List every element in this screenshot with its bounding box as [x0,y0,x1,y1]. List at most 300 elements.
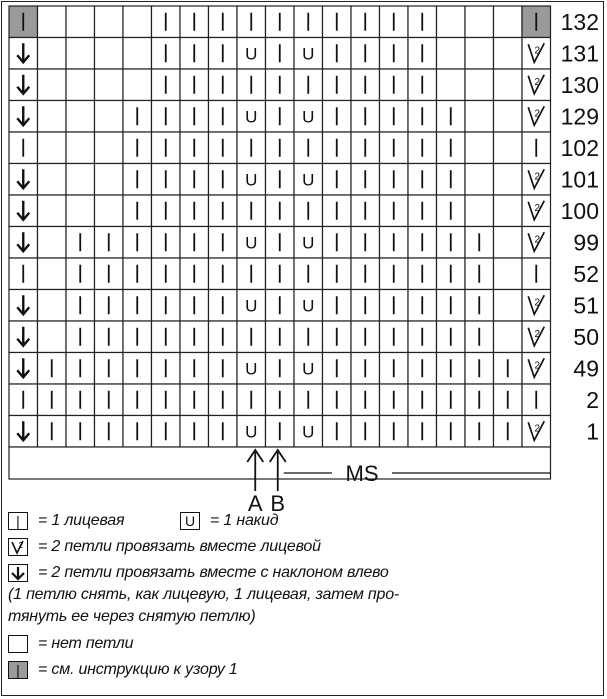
row-number-label: 132 [560,8,599,35]
row-number-label: 99 [573,229,599,256]
knit-cell [209,69,238,101]
knit-cell [266,38,295,70]
knit-cell [123,290,152,322]
knit-cell [66,290,95,322]
knit-cell [351,290,380,322]
knit-cell [180,290,209,322]
knit-cell [494,353,523,385]
knit-cell [408,101,437,133]
knit-cell [266,132,295,164]
empty-cell [494,69,523,101]
knit-cell [180,132,209,164]
knit-cell [380,38,409,70]
ssk-cell [9,321,38,353]
empty-cell [494,6,523,38]
knit-cell [380,321,409,353]
knit-cell [266,416,295,448]
knit-cell [152,195,181,227]
empty-cell [437,38,466,70]
knit-cell [380,101,409,133]
gray-cell-icon: | [8,661,28,679]
row-number-label: 130 [560,71,599,98]
knit-cell [152,416,181,448]
knit-cell [95,384,124,416]
knit-cell [380,195,409,227]
empty-cell [38,132,67,164]
knit-cell [380,353,409,385]
knit-cell [323,321,352,353]
empty-cell [95,164,124,196]
knit-cell [266,164,295,196]
yarn-over-cell [237,164,266,196]
row-number-label: 100 [560,197,599,224]
knit-cell [266,258,295,290]
knit-cell [237,6,266,38]
knit-cell [408,258,437,290]
row-number-label: 131 [560,40,599,67]
knit-cell [323,132,352,164]
k2tog-cell [522,164,551,196]
legend-k2tog [8,536,321,558]
knit-cell [380,227,409,259]
knit-cell [323,416,352,448]
empty-cell [38,258,67,290]
yarn-over-cell [237,353,266,385]
knit-cell [465,353,494,385]
knit-cell [237,132,266,164]
svg-text:2: 2 [534,328,541,340]
knit-cell [437,195,466,227]
yarn-over-symbol-icon: U [180,512,200,530]
k2tog-cell [522,290,551,322]
empty-cell [465,132,494,164]
knit-cell [9,132,38,164]
empty-cell [38,290,67,322]
legend-ssk-text: = 2 петли провязать вместе с наклоном влево [38,564,389,581]
knit-cell [494,416,523,448]
empty-cell [494,290,523,322]
knit-cell [437,101,466,133]
knit-cell [408,227,437,259]
empty-cell [38,101,67,133]
knit-cell [152,101,181,133]
empty-cell [437,69,466,101]
k2tog-cell [522,101,551,133]
knit-cell [408,353,437,385]
knit-cell [437,353,466,385]
knit-cell [95,227,124,259]
svg-text:U: U [245,107,258,127]
empty-cell [494,38,523,70]
knit-cell [323,384,352,416]
knit-cell [180,416,209,448]
ssk-cell [9,416,38,448]
legend-ssk-note-1: (1 петлю снять, как лицевую, 1 лицевая, затем про- [8,586,400,603]
empty-cell [95,101,124,133]
knit-cell [408,38,437,70]
empty-cell [95,69,124,101]
legend-knit [8,510,124,532]
svg-text:U: U [302,296,315,316]
knit-cell [95,290,124,322]
knit-cell [351,416,380,448]
knit-cell [266,69,295,101]
knit-cell [380,290,409,322]
empty-cell [95,38,124,70]
svg-text:2: 2 [534,423,541,435]
knit-cell [266,101,295,133]
knit-cell [522,258,551,290]
legend-no-stitch-text: = нет петли [38,635,134,652]
knit-cell [9,384,38,416]
ssk-cell [9,101,38,133]
knit-cell [152,164,181,196]
legend-no-stitch [8,633,133,655]
empty-cell [494,258,523,290]
knit-cell [152,227,181,259]
knit-cell [437,258,466,290]
svg-text:U: U [302,44,315,64]
knit-cell [237,195,266,227]
empty-cell [95,6,124,38]
svg-text:U: U [302,359,315,379]
svg-text:2: 2 [534,76,541,88]
empty-cell [66,164,95,196]
knit-cell [123,321,152,353]
svg-text:U: U [302,233,315,253]
knit-cell [294,132,323,164]
k2tog-cell [522,195,551,227]
knit-cell [152,384,181,416]
knit-cell [294,6,323,38]
k2tog-cell [522,69,551,101]
knit-cell [380,6,409,38]
legend-pattern-1-text: = см. инструкцию к узору 1 [38,661,238,678]
legend-pattern-1 [8,659,238,681]
empty-cell [38,195,67,227]
svg-text:2: 2 [534,108,541,120]
knit-cell [323,164,352,196]
knit-cell [152,38,181,70]
empty-cell [494,164,523,196]
knit-cell [465,290,494,322]
knit-cell [180,164,209,196]
knit-cell [351,6,380,38]
ssk-cell [9,38,38,70]
svg-text:U: U [245,44,258,64]
ms-label: MS [345,461,379,486]
knit-cell [408,321,437,353]
knit-cell [95,416,124,448]
empty-cell [465,38,494,70]
knit-cell [209,258,238,290]
knit-cell [123,101,152,133]
knit-cell [152,290,181,322]
svg-text:U: U [245,170,258,190]
knit-cell [123,164,152,196]
knit-cell [351,69,380,101]
k2tog-cell [522,227,551,259]
row-number-label: 52 [573,260,599,287]
knit-cell [152,353,181,385]
svg-text:2: 2 [534,360,541,372]
knit-cell [180,227,209,259]
empty-cell [38,227,67,259]
empty-cell [123,69,152,101]
knit-cell [209,132,238,164]
knit-cell [465,258,494,290]
pattern-1-cell [9,6,38,38]
row-number-label: 51 [573,292,599,319]
knit-cell [408,132,437,164]
ssk-cell [9,353,38,385]
knit-cell [180,384,209,416]
knit-cell [66,353,95,385]
svg-text:U: U [245,233,258,253]
knit-cell [465,384,494,416]
knit-cell [266,353,295,385]
knit-cell [323,69,352,101]
knit-cell [351,353,380,385]
ssk-cell [9,164,38,196]
k2tog-cell [522,416,551,448]
knit-cell [209,321,238,353]
knit-cell [152,132,181,164]
knit-cell [123,227,152,259]
knit-cell [380,258,409,290]
empty-cell [66,6,95,38]
knit-cell [38,384,67,416]
knit-cell [522,132,551,164]
knit-cell [437,164,466,196]
knit-cell [209,384,238,416]
yarn-over-cell [237,416,266,448]
knit-cell [323,101,352,133]
knit-cell [408,69,437,101]
empty-cell [494,321,523,353]
knit-cell [437,416,466,448]
yarn-over-cell [294,38,323,70]
knit-cell [180,38,209,70]
ssk-cell [9,195,38,227]
empty-cell [95,195,124,227]
knit-cell [209,38,238,70]
svg-text:2: 2 [534,202,541,214]
yarn-over-cell [237,227,266,259]
knit-cell [437,227,466,259]
empty-cell [123,38,152,70]
empty-cell [437,6,466,38]
knit-cell [351,38,380,70]
knit-cell [266,227,295,259]
yarn-over-cell [294,416,323,448]
knit-cell [209,416,238,448]
knit-cell [323,290,352,322]
row-number-label: 129 [560,103,599,130]
knit-cell [237,69,266,101]
knit-cell [123,353,152,385]
legend-yarn-over-text: = 1 накид [210,512,279,529]
knit-cell [294,195,323,227]
knit-cell [123,195,152,227]
knit-cell [351,164,380,196]
knit-cell [408,164,437,196]
k2tog-cell [522,38,551,70]
knit-cell [266,290,295,322]
yarn-over-cell [294,227,323,259]
knit-cell [294,69,323,101]
knit-cell [209,227,238,259]
knit-cell [180,321,209,353]
knit-cell [123,416,152,448]
legend-ssk-note-2: тянуть ее через снятую петлю) [8,608,256,625]
knit-cell [180,101,209,133]
knit-cell [351,384,380,416]
empty-cell [95,132,124,164]
k2tog-cell [522,353,551,385]
knit-cell [237,258,266,290]
knit-cell [209,195,238,227]
svg-text:U: U [302,107,315,127]
knit-cell [323,227,352,259]
knit-cell [408,384,437,416]
empty-cell [465,195,494,227]
knit-cell [266,321,295,353]
knit-cell [351,227,380,259]
knit-cell [152,258,181,290]
empty-cell [66,38,95,70]
knit-cell [123,258,152,290]
knit-cell [408,416,437,448]
knit-cell [237,321,266,353]
svg-text:2: 2 [534,45,541,57]
svg-text:2: 2 [18,541,23,550]
empty-cell [465,101,494,133]
knit-cell [380,416,409,448]
knit-cell [9,258,38,290]
knit-cell [38,353,67,385]
knit-cell [494,384,523,416]
knit-cell [180,195,209,227]
empty-cell [38,69,67,101]
row-number-label: 49 [573,355,599,382]
knit-cell [380,69,409,101]
svg-text:U: U [245,359,258,379]
knit-cell [66,321,95,353]
ssk-cell [9,227,38,259]
knit-cell [294,384,323,416]
knit-cell [380,132,409,164]
knit-cell [180,353,209,385]
yarn-over-cell [294,353,323,385]
marker-b-label: B [270,491,286,516]
knit-cell [66,384,95,416]
knit-cell [38,416,67,448]
knit-cell [66,227,95,259]
knit-cell [323,6,352,38]
knit-cell [323,258,352,290]
knit-cell [294,321,323,353]
empty-cell [66,101,95,133]
empty-cell [66,69,95,101]
k2tog-symbol-icon [8,538,28,556]
knit-cell [408,195,437,227]
row-number-label: 1 [586,418,599,445]
yarn-over-cell [237,38,266,70]
row-number-label: 101 [560,166,599,193]
yarn-over-cell [294,101,323,133]
empty-cell [494,227,523,259]
knit-cell [95,258,124,290]
row-number-label: 102 [560,134,599,161]
empty-cell-icon [8,635,28,653]
svg-text:U: U [302,170,315,190]
knit-cell [152,69,181,101]
knit-cell [209,164,238,196]
empty-cell [38,38,67,70]
knit-cell [408,6,437,38]
knit-cell [351,321,380,353]
svg-text:2: 2 [534,297,541,309]
knit-cell [408,290,437,322]
knit-cell [180,69,209,101]
legend [0,505,607,699]
legend-ssk [8,562,389,584]
marker-a-label: A [247,491,263,516]
ssk-arrow-icon [8,564,28,582]
knit-cell [437,132,466,164]
knit-cell [351,101,380,133]
legend-k2tog-text: = 2 петли провязать вместе лицевой [38,538,321,555]
knit-cell [294,258,323,290]
yarn-over-cell [237,101,266,133]
legend-knit-text: = 1 лицевая [38,512,125,529]
knit-cell [209,101,238,133]
knit-cell [465,321,494,353]
svg-text:2: 2 [534,234,541,246]
knit-cell [266,6,295,38]
row-number-label: 50 [573,323,599,350]
ssk-cell [9,69,38,101]
row-number-label: 2 [586,386,599,413]
knit-cell [437,290,466,322]
empty-cell [465,6,494,38]
svg-text:U: U [245,422,258,442]
svg-text:U: U [245,296,258,316]
knit-cell [152,321,181,353]
knit-symbol-icon: | [8,512,28,530]
knit-cell [323,353,352,385]
knit-cell [266,384,295,416]
knit-cell [465,416,494,448]
knit-cell [95,353,124,385]
empty-cell [66,132,95,164]
knit-cell [351,258,380,290]
knit-cell [66,258,95,290]
knit-cell [465,227,494,259]
pattern-1-cell [522,6,551,38]
knit-cell [323,38,352,70]
knit-cell [437,384,466,416]
empty-cell [465,69,494,101]
knit-cell [123,132,152,164]
svg-text:U: U [302,422,315,442]
knit-cell [180,258,209,290]
yarn-over-cell [294,164,323,196]
empty-cell [38,321,67,353]
knit-cell [351,132,380,164]
empty-cell [494,195,523,227]
